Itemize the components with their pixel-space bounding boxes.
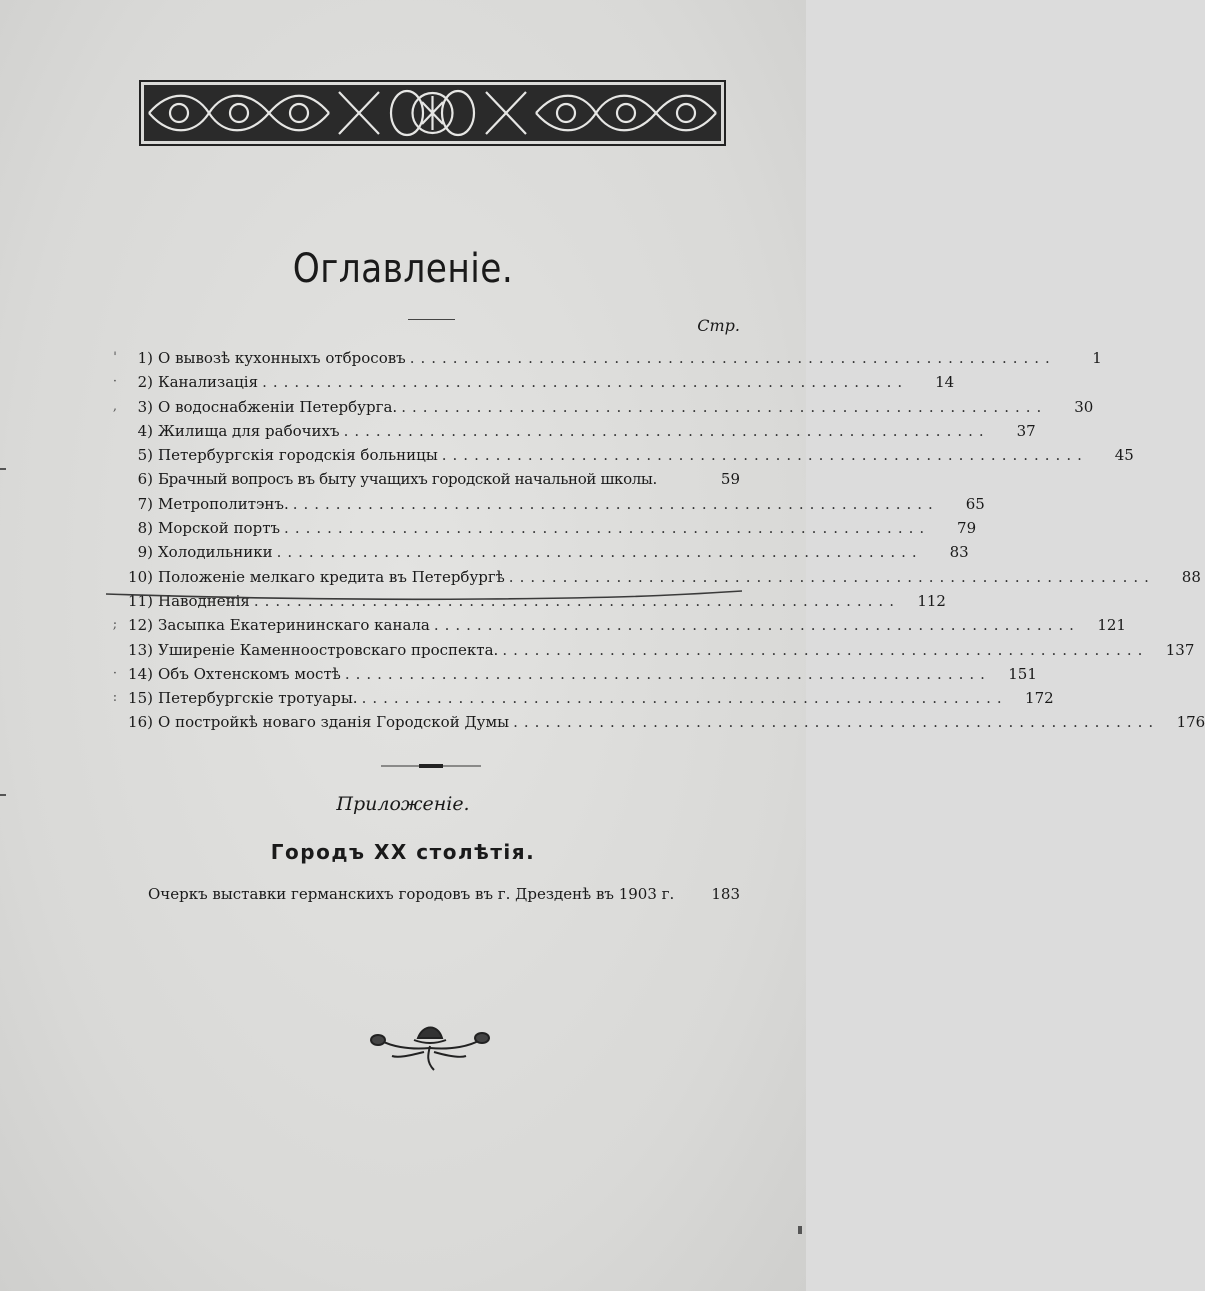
toc-entry-page: 112: [917, 591, 946, 610]
dot-leader: ............................................................: [284, 519, 931, 538]
dot-leader: ............................................................: [409, 349, 1056, 367]
right-edge-mark: [798, 1226, 802, 1234]
toc-entry: [108, 516, 977, 540]
toc-entry-title: Объ Охтенскомъ мостѣ: [158, 664, 341, 683]
page-title: Оглавленiе.: [292, 246, 514, 292]
toc-entry-page: 30: [1074, 397, 1094, 416]
toc-entry-number: 14): [128, 664, 153, 683]
toc-entry-number: 2): [137, 373, 153, 392]
toc-entry: [108, 662, 1037, 686]
margin-mark: ;: [112, 617, 118, 633]
appendix-section-title: Городъ XX столѣтiя.: [270, 840, 536, 864]
title-rule: [408, 319, 455, 320]
toc-entry-number: 10): [128, 567, 153, 586]
pencil-underline: [104, 588, 744, 602]
toc-entry-page: 176: [1176, 713, 1205, 732]
toc-entry-title: Уширенiе Каменноостровскаго проспекта.: [158, 640, 499, 659]
appendix-entry: [148, 885, 740, 903]
toc-entry-title: Канализацiя: [158, 373, 259, 392]
dot-leader: ............................................................: [262, 373, 909, 392]
margin-mark: ': [113, 350, 117, 365]
toc-entry: [108, 346, 1102, 370]
left-edge-mark: [0, 468, 6, 470]
toc-entry-title: О водоснабженiи Петербурга.: [158, 397, 398, 416]
toc-entry-page: 59: [720, 470, 740, 489]
toc-entry-number: 12): [128, 616, 153, 635]
dot-leader: ............................................................: [292, 494, 939, 513]
toc-entry: [108, 370, 955, 394]
toc-entry-number: 6): [137, 470, 153, 489]
toc-entry-title: Холодильники: [158, 543, 273, 562]
toc-entry-number: 7): [137, 494, 153, 513]
table-of-contents: [108, 346, 1205, 735]
toc-entry-number: 16): [128, 713, 153, 732]
toc-entry: [108, 686, 1054, 710]
margin-mark: ·: [112, 374, 118, 390]
dot-leader: ............................................................: [344, 664, 991, 683]
toc-entry-title: О постройкѣ новаго зданiя Городской Думы: [158, 713, 510, 732]
toc-entry-page: 83: [949, 543, 969, 562]
toc-entry-title: Наводненiя: [158, 591, 250, 610]
toc-entry-title: Брачный вопросъ въ быту учащихъ городской начальной школы.: [158, 470, 657, 489]
toc-entry-number: 11): [128, 591, 153, 610]
dot-leader: ............................................................: [361, 689, 1008, 708]
dot-leader: ............................................................: [253, 591, 900, 610]
toc-entry-title: Метрополитэнъ.: [158, 494, 289, 513]
toc-entry-number: 4): [137, 421, 153, 440]
page-column-label: Стр.: [697, 316, 740, 335]
dot-leader: ............................................................: [441, 446, 1088, 465]
toc-entry-number: 1): [137, 349, 153, 367]
toc-entry-number: 13): [128, 640, 153, 659]
toc-entry-number: 8): [137, 519, 153, 538]
toc-entry-page: 45: [1114, 446, 1134, 465]
toc-entry-number: 5): [137, 446, 153, 465]
appendix-entry-page: 183: [711, 885, 740, 903]
toc-entry-number: 3): [137, 397, 153, 416]
toc-entry: [108, 395, 1094, 419]
toc-entry-page: 1: [1092, 349, 1102, 367]
toc-entry-page: 121: [1097, 616, 1126, 635]
toc-entry: [108, 492, 985, 516]
margin-mark: ·: [112, 665, 118, 681]
toc-entry: [108, 710, 1205, 734]
dot-leader: ............................................................: [401, 397, 1048, 416]
dot-leader: ............................................................: [343, 421, 990, 440]
toc-entry: [108, 443, 1134, 467]
toc-entry-page: 137: [1165, 640, 1195, 659]
toc-entry-page: 37: [1016, 421, 1036, 440]
dot-leader: ............................................................: [508, 567, 1155, 586]
appendix-entry-title: Очеркъ выставки германскихъ городовъ въ г. Дрезденѣ въ 1903 г.: [148, 885, 675, 903]
margin-mark: ,: [112, 398, 118, 414]
dot-leader: ............................................................: [433, 616, 1080, 635]
toc-entry-page: 172: [1025, 689, 1054, 708]
toc-entry-title: Петербургскiя городскiя больницы: [158, 446, 438, 465]
toc-entry-page: 151: [1008, 664, 1037, 683]
ornamental-divider: [381, 763, 481, 769]
toc-entry-title: Петербургскiе тротуары.: [158, 689, 358, 708]
toc-entry-title: Засыпка Екатерининскаго канала: [158, 616, 430, 635]
appendix-heading: Приложенiе.: [336, 793, 470, 815]
toc-entry-title: Жилища для рабочихъ: [158, 421, 340, 440]
toc-entry: [108, 540, 969, 564]
dot-leader: ............................................................: [502, 640, 1149, 659]
toc-entry: [108, 638, 1195, 662]
left-edge-mark: [0, 794, 6, 796]
toc-entry: [108, 565, 1201, 589]
toc-entry-page: 14: [935, 373, 955, 392]
dot-leader: ............................................................: [513, 713, 1160, 732]
toc-entry-title: Положенiе мелкаго кредита въ Петербургѣ: [158, 567, 505, 586]
toc-entry: [108, 613, 1126, 637]
toc-entry-page: 88: [1181, 567, 1201, 586]
toc-entry-title: Морской портъ: [158, 519, 281, 538]
toc-entry-number: 15): [128, 689, 153, 708]
toc-entry: [108, 419, 1036, 443]
toc-entry-number: 9): [137, 543, 153, 562]
toc-entry-page: 79: [957, 519, 977, 538]
toc-entry-page: 65: [965, 494, 985, 513]
ornamental-headpiece: [139, 80, 726, 146]
toc-entry-title: О вывозѣ кухонныхъ отбросовъ: [158, 349, 406, 367]
dot-leader: ............................................................: [276, 543, 923, 562]
floral-tailpiece: [368, 1016, 492, 1074]
toc-entry: [108, 467, 740, 491]
margin-mark: :: [112, 690, 118, 706]
